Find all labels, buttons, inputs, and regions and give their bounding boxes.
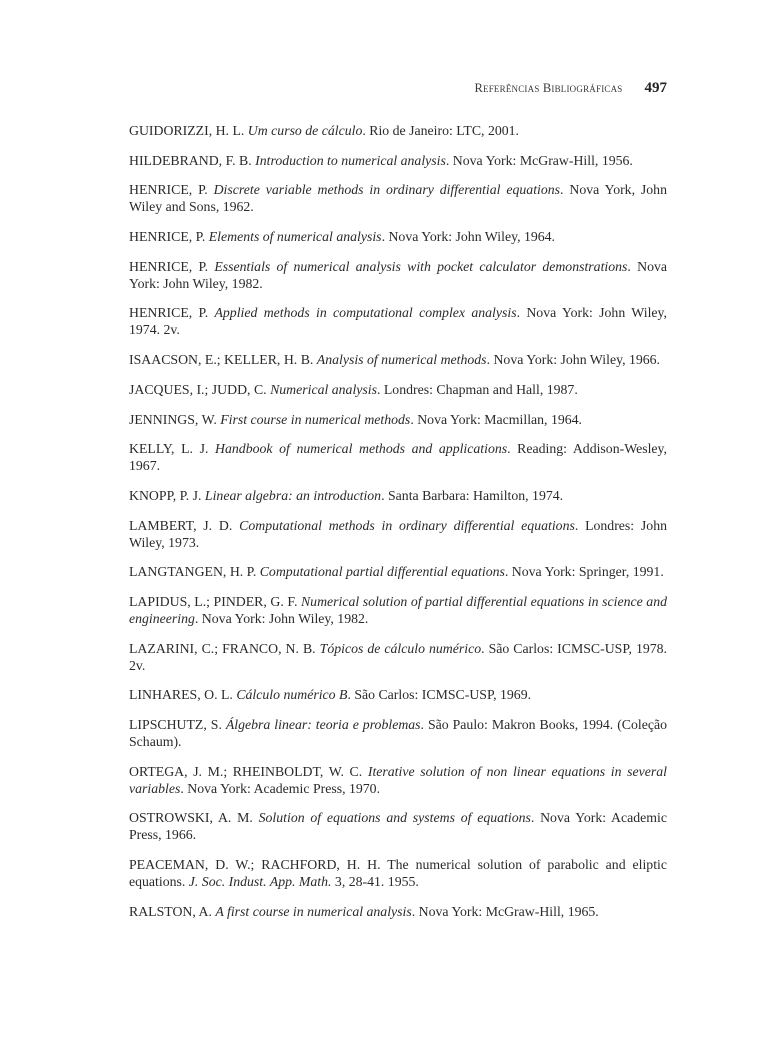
reference-authors: LINHARES, O. L. [129,687,237,703]
reference-authors: LAZARINI, C.; FRANCO, N. B. [129,640,320,656]
reference-entry [129,351,667,368]
reference-authors: ISAACSON, E.; KELLER, H. B. [129,352,317,368]
reference-authors: PEACEMAN, D. W.; RACHFORD, H. H. The numerical solution of parabolic and eliptic equations. [129,857,667,890]
reference-authors: HILDEBRAND, F. B. [129,152,256,168]
reference-publication: . Reading: Addison-Wesley, 1967. [129,441,668,474]
reference-title: Tópicos de cálculo numérico [319,640,482,656]
reference-publication: . Nova York: Springer, 1991. [504,564,664,580]
reference-publication: . Nova York: Academic Press, 1970. [180,780,381,796]
reference-authors: GUIDORIZZI, H. L. [129,123,248,138]
reference-title: Cálculo numérico B [236,687,348,703]
reference-authors: HENRICE, P. [129,182,214,198]
reference-title: Discrete variable methods in ordinary differential equations [213,182,561,198]
reference-title: Elements of numerical analysis [208,229,382,245]
reference-authors: JACQUES, I.; JUDD, C. [129,381,271,397]
reference-publication: . Nova York: John Wiley, 1964. [381,229,556,245]
reference-title: Numerical analysis [270,381,377,397]
reference-authors: HENRICE, P. [129,229,209,245]
reference-title: Solution of equations and systems of equations [258,810,531,826]
reference-publication: . Nova York, John Wiley and Sons, 1962. [129,182,667,215]
reference-title: Introduction to numerical analysis [255,152,446,168]
reference-authors: KELLY, L. J. [129,441,216,457]
reference-title: Álgebra linear: teoria e problemas [225,717,421,732]
reference-entry [129,517,667,551]
reference-entry [129,903,667,920]
reference-authors: JENNINGS, W. [129,411,221,427]
reference-entry [129,122,667,139]
reference-authors: LAPIDUS, L.; PINDER, G. F. [129,593,301,609]
reference-title: Linear algebra: an introduction [204,487,382,503]
reference-authors: LANGTANGEN, H. P. [129,564,260,580]
reference-authors: HENRICE, P. [129,305,215,321]
reference-entry [129,258,667,292]
reference-title: Handbook of numerical methods and applications [215,441,508,457]
reference-publication: . Nova York: John Wiley, 1982. [194,610,369,626]
reference-publication: . Nova York: McGraw-Hill, 1965. [411,903,599,919]
reference-authors: OSTROWSKI, A. M. [129,810,259,826]
reference-title: A first course in numerical analysis [215,903,412,919]
reference-authors: LAMBERT, J. D. [129,517,240,533]
reference-publication: . Nova York: John Wiley, 1966. [486,352,661,368]
reference-publication: 3, 28-41. 1955. [331,874,419,890]
reference-title: Um curso de cálculo [247,123,363,138]
reference-authors: RALSTON, A. [129,903,216,919]
page-number: 497 [644,80,667,96]
reference-title: J. Soc. Indust. App. Math. [188,874,332,890]
reference-publication: . Santa Barbara: Hamilton, 1974. [381,487,564,503]
reference-authors: KNOPP, P. J. [129,487,205,503]
reference-title: Applied methods in computational complex analysis [214,305,517,321]
reference-title: Essentials of numerical analysis with pocket calculator demonstrations [214,258,628,274]
reference-entry [129,181,667,215]
reference-publication: . São Carlos: ICMSC-USP, 1978. 2v. [129,640,667,673]
reference-entry [129,152,667,169]
reference-entry [129,716,667,750]
reference-entry [129,686,667,703]
reference-publication: . Nova York: Macmillan, 1964. [410,411,582,427]
reference-publication: . Nova York: John Wiley, 1974. 2v. [129,305,667,338]
reference-authors: ORTEGA, J. M.; RHEINBOLDT, W. C. [129,763,368,779]
reference-entry [129,563,667,580]
reference-publication: . Nova York: McGraw-Hill, 1956. [445,152,633,168]
reference-title: First course in numerical methods [220,411,411,427]
reference-entry [129,763,667,797]
reference-publication: . Rio de Janeiro: LTC, 2001. [362,123,519,138]
reference-entry [129,487,667,504]
reference-entry [129,381,667,398]
reference-authors: HENRICE, P. [129,258,215,274]
reference-list [129,122,667,932]
reference-publication: . São Paulo: Makron Books, 1994. (Coleção Schaum). [129,717,667,749]
reference-title: Iterative solution of non linear equations in several variables [129,763,667,796]
reference-entry [129,809,667,843]
reference-entry [129,593,667,627]
reference-publication: . São Carlos: ICMSC-USP, 1969. [347,687,532,703]
reference-entry [129,640,667,674]
reference-publication: . Londres: John Wiley, 1973. [129,517,667,550]
section-title: Referências Bibliográficas [474,81,623,95]
reference-title: Numerical solution of partial differential equations in science and engineering [129,593,667,626]
reference-entry [129,856,667,890]
reference-title: Computational partial differential equations [259,564,505,580]
reference-entry [129,440,667,474]
reference-entry [129,411,667,428]
running-header [474,80,667,97]
reference-publication: . Nova York: John Wiley, 1982. [129,258,667,291]
reference-title: Computational methods in ordinary differential equations [239,517,575,533]
book-page [129,0,667,1050]
reference-publication: . Londres: Chapman and Hall, 1987. [376,381,578,397]
reference-title: Analysis of numerical methods [316,352,487,368]
reference-entry [129,228,667,245]
reference-entry [129,304,667,338]
reference-authors: LIPSCHUTZ, S. [129,717,226,732]
reference-publication: . Nova York: Academic Press, 1966. [129,810,667,843]
